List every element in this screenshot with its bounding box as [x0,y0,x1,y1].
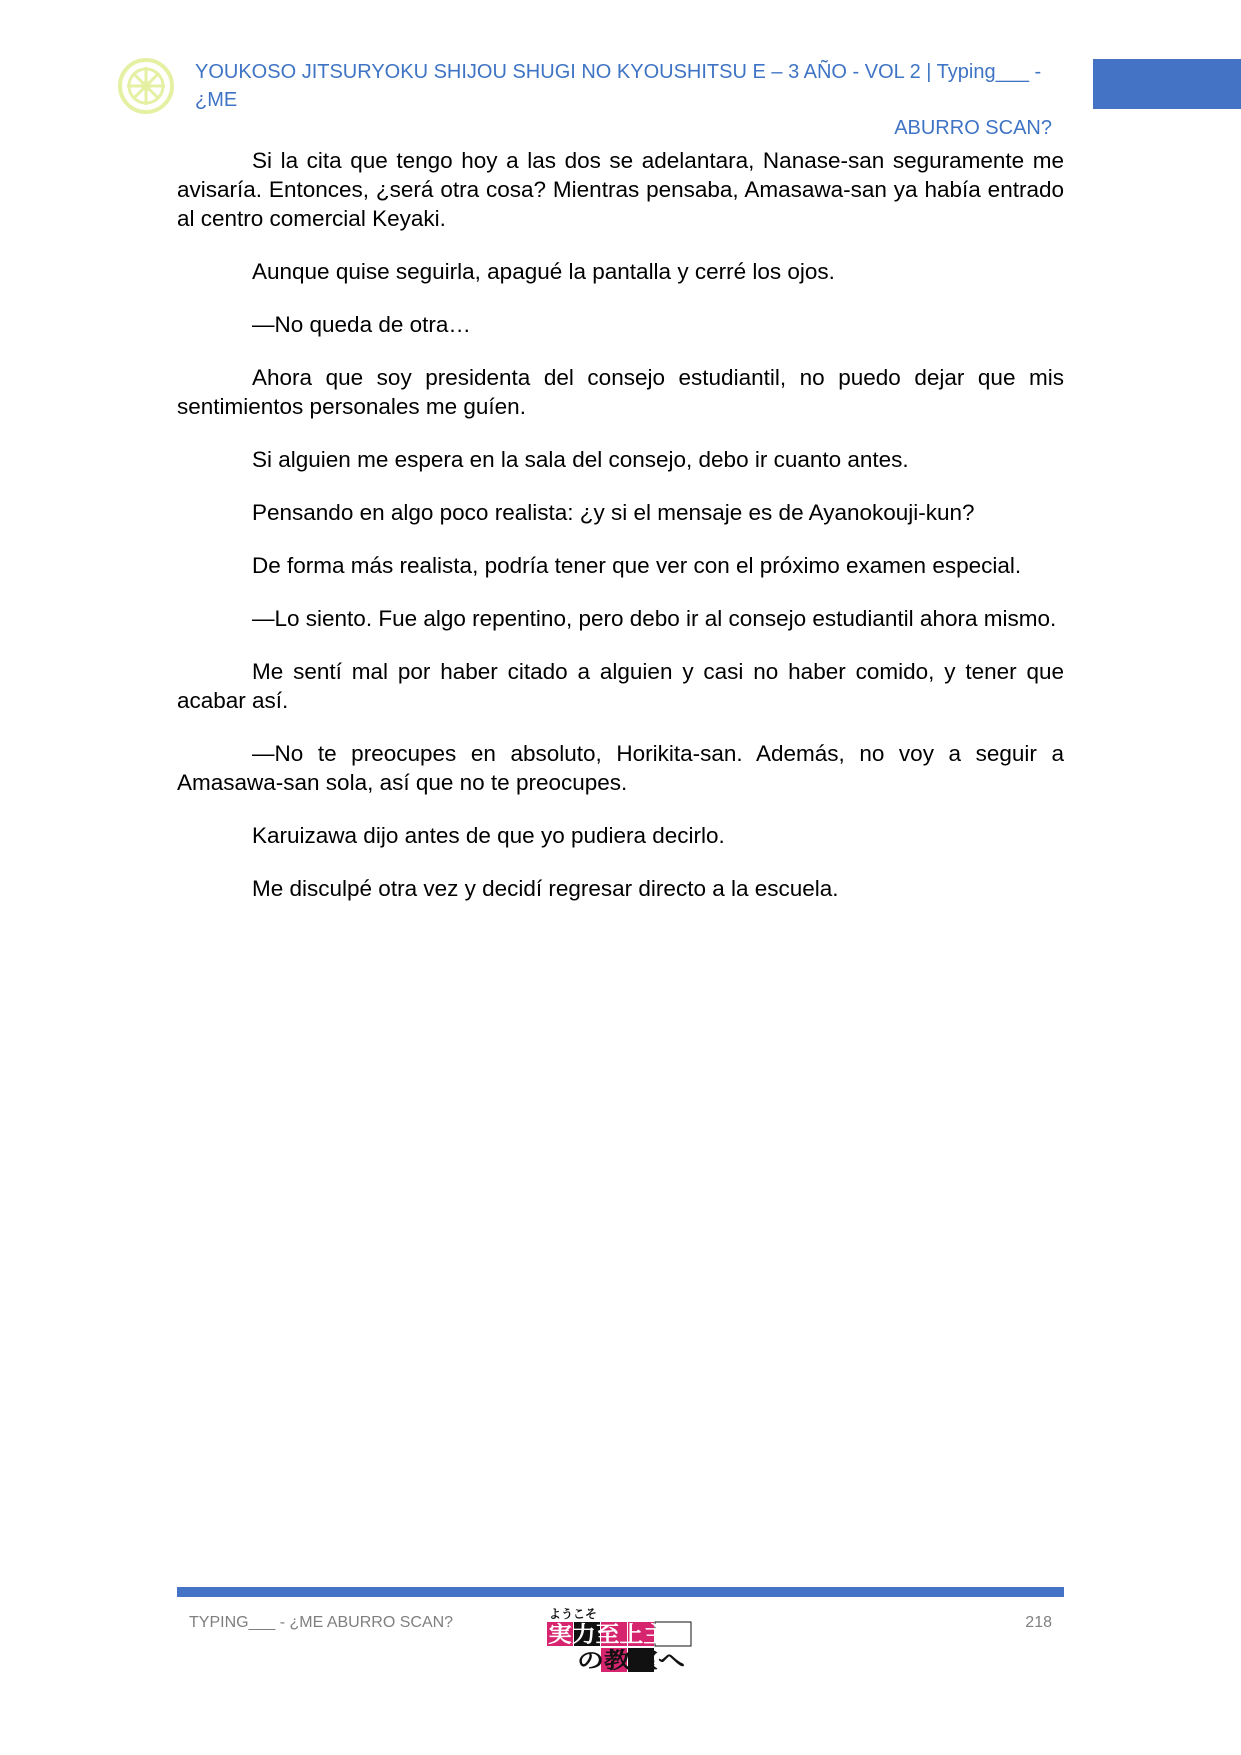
svg-text:の教室へ: の教室へ [577,1649,666,1674]
footer-rule [177,1587,1064,1597]
footer-left-text: TYPING___ - ¿ME ABURRO SCAN? [189,1614,454,1631]
header-title-line-2: ABURRO SCAN? [894,117,1052,139]
svg-text:実力至上主義: 実力至上主義 [548,1623,681,1648]
paragraph: Si la cita que tengo hoy a las dos se adelantara, Nanase-san seguramente me avisaría. Entonces, ¿será otra cosa? Mientras pensaba, Amasawa-san ya había entrado al centro comercial Keyaki. [177,148,1064,231]
paragraph: —Lo siento. Fue algo repentino, pero debo ir al consejo estudiantil ahora mismo. [252,606,1057,631]
paragraph: —No te preocupes en absoluto, Horikita-san. Además, no voy a seguir a Amasawa-san sola, así que no te preocupes. [177,741,1064,795]
paragraph: —No queda de otra… [252,312,471,337]
paragraph: De forma más realista, podría tener que ver con el próximo examen especial. [252,553,1022,578]
series-title-logo-icon [545,1605,695,1675]
paragraph: Me disculpé otra vez y decidí regresar directo a la escuela. [252,876,839,901]
crest-emblem-icon [118,58,174,114]
header-accent-bar [1093,59,1241,109]
paragraph: Me sentí mal por haber citado a alguien y casi no haber comido, y tener que acabar así. [177,659,1064,713]
page-body [177,146,1064,927]
paragraph: Si alguien me espera en la sala del consejo, debo ir cuanto antes. [252,447,909,472]
svg-text:ようこそ: ようこそ [549,1607,598,1621]
paragraph: Ahora que soy presidenta del consejo estudiantil, no puedo dejar que mis sentimientos personales me guíen. [177,365,1064,419]
paragraph: Karuizawa dijo antes de que yo pudiera decirlo. [252,823,725,848]
header-title-line-1: YOUKOSO JITSURYOKU SHIJOU SHUGI NO KYOUSHITSU E – 3 AÑO - VOL 2 | Typing___ - ¿ME [195,61,1042,111]
header-title [195,58,1052,142]
paragraph: Pensando en algo poco realista: ¿y si el mensaje es de Ayanokouji-kun? [252,500,975,525]
page-number: 218 [1025,1614,1052,1631]
paragraph: Aunque quise seguirla, apagué la pantalla y cerré los ojos. [252,259,835,284]
